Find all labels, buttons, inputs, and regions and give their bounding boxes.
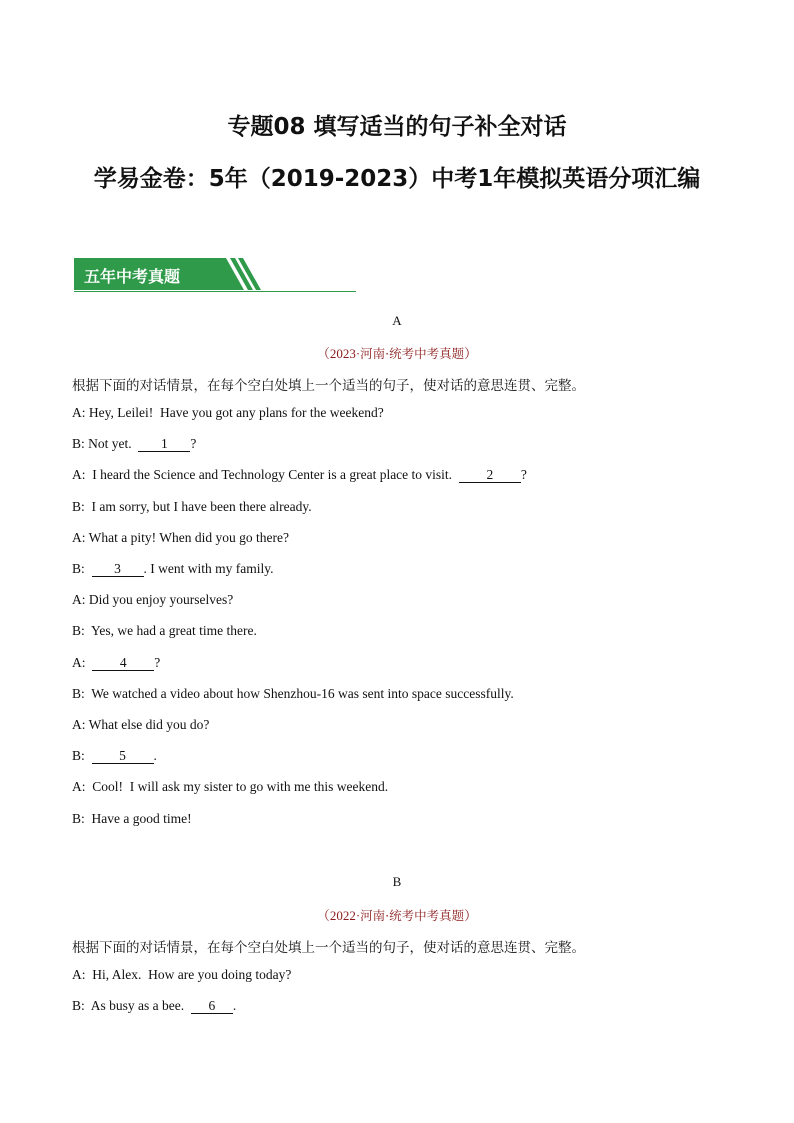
speaker-label: B: bbox=[72, 748, 85, 764]
dialogue-line bbox=[72, 686, 514, 702]
speaker-label: B: bbox=[72, 998, 85, 1014]
answer-blank[interactable]: 3 bbox=[92, 562, 144, 577]
dialogue-text: . bbox=[153, 748, 157, 764]
dialogue-text: As busy as a bee. bbox=[84, 998, 191, 1014]
section-label: 五年中考真题 bbox=[84, 267, 181, 286]
dialogue-text: Cool! I will ask my sister to go with me this weekend. bbox=[85, 779, 389, 795]
dialogue-line bbox=[72, 530, 289, 546]
dialogue-line bbox=[72, 467, 527, 483]
part-letter: B bbox=[392, 874, 402, 889]
source-prefix: （2023· bbox=[316, 346, 361, 361]
part-letter: A bbox=[392, 313, 402, 328]
dialogue-line bbox=[72, 717, 209, 733]
dialogue-line bbox=[72, 655, 160, 671]
dialogue-text bbox=[85, 748, 92, 763]
source-prefix: （2022· bbox=[316, 908, 361, 923]
dialogue-text: I heard the Science and Technology Center is a great place to visit. bbox=[85, 467, 459, 483]
page-subtitle: 学易金卷：5年（2019-2023）中考1年模拟英语分项汇编 bbox=[93, 166, 701, 192]
speaker-label: A: bbox=[72, 654, 86, 670]
question-source bbox=[0, 905, 794, 924]
dialogue-line bbox=[72, 592, 233, 608]
banner-stripes-icon bbox=[204, 258, 264, 290]
source-suffix: ） bbox=[464, 908, 478, 923]
speaker-label: A: bbox=[72, 717, 86, 732]
speaker-label: A: bbox=[72, 405, 86, 420]
dialogue-line bbox=[72, 779, 388, 795]
dialogue-text: What a pity! When did you go there? bbox=[85, 529, 289, 545]
dialogue-text: ? bbox=[520, 467, 527, 483]
dialogue-line bbox=[72, 998, 236, 1014]
speaker-label: B: bbox=[72, 810, 85, 826]
dialogue-line bbox=[72, 748, 157, 764]
answer-blank[interactable]: 4 bbox=[92, 656, 154, 671]
dialogue-line bbox=[72, 436, 196, 452]
dialogue-text: ? bbox=[190, 436, 197, 452]
question-source bbox=[0, 343, 794, 362]
speaker-label: A: bbox=[72, 529, 86, 545]
dialogue-line bbox=[72, 499, 312, 515]
dialogue-text: Hi, Alex. How are you doing today? bbox=[85, 967, 292, 982]
dialogue-text: ? bbox=[154, 654, 161, 670]
source-text: 河南·统考中考真题 bbox=[360, 346, 465, 361]
source-suffix: ） bbox=[464, 346, 478, 361]
dialogue-line bbox=[72, 405, 384, 421]
speaker-label: A: bbox=[72, 779, 86, 795]
answer-blank[interactable]: 5 bbox=[92, 749, 154, 764]
dialogue-text bbox=[86, 655, 93, 670]
dialogue-text bbox=[85, 561, 92, 576]
dialogue-line bbox=[72, 967, 291, 983]
instruction: 根据下面的对话情景，在每个空白处填上一个适当的句子，使对话的意思连贯、完整。 bbox=[72, 378, 585, 394]
section-banner bbox=[74, 258, 356, 292]
dialogue-text: Have a good time! bbox=[84, 810, 192, 826]
dialogue-text: . I went with my family. bbox=[143, 561, 274, 576]
speaker-label: B: bbox=[72, 685, 85, 701]
answer-blank[interactable]: 1 bbox=[138, 437, 190, 452]
section-underline bbox=[74, 291, 356, 292]
speaker-label: B: bbox=[72, 561, 85, 576]
speaker-label: B: bbox=[72, 498, 85, 514]
dialogue-line bbox=[72, 811, 192, 827]
instruction: 根据下面的对话情景，在每个空白处填上一个适当的句子，使对话的意思连贯、完整。 bbox=[72, 940, 585, 956]
dialogue-text: Hey, Leilei! Have you got any plans for the weekend? bbox=[85, 405, 384, 420]
answer-blank[interactable]: 6 bbox=[191, 999, 233, 1014]
dialogue-text: Did you enjoy yourselves? bbox=[85, 592, 234, 608]
dialogue-text: What else did you do? bbox=[85, 717, 210, 732]
speaker-label: A: bbox=[72, 592, 86, 608]
speaker-label: B: bbox=[72, 436, 85, 452]
speaker-label: B: bbox=[72, 623, 85, 639]
dialogue-line bbox=[72, 561, 274, 577]
dialogue-text: Not yet. bbox=[84, 436, 139, 452]
speaker-label: A: bbox=[72, 967, 86, 982]
dialogue-line bbox=[72, 623, 257, 639]
dialogue-text: Yes, we had a great time there. bbox=[84, 623, 257, 639]
source-text: 河南·统考中考真题 bbox=[360, 908, 465, 923]
speaker-label: A: bbox=[72, 467, 86, 483]
dialogue-text: I am sorry, but I have been there already. bbox=[84, 498, 312, 514]
dialogue-text: We watched a video about how Shenzhou-16 was sent into space successfully. bbox=[84, 685, 514, 701]
answer-blank[interactable]: 2 bbox=[459, 468, 521, 483]
page-title: 专题08 填写适当的句子补全对话 bbox=[227, 114, 567, 140]
dialogue-text: . bbox=[232, 998, 237, 1014]
